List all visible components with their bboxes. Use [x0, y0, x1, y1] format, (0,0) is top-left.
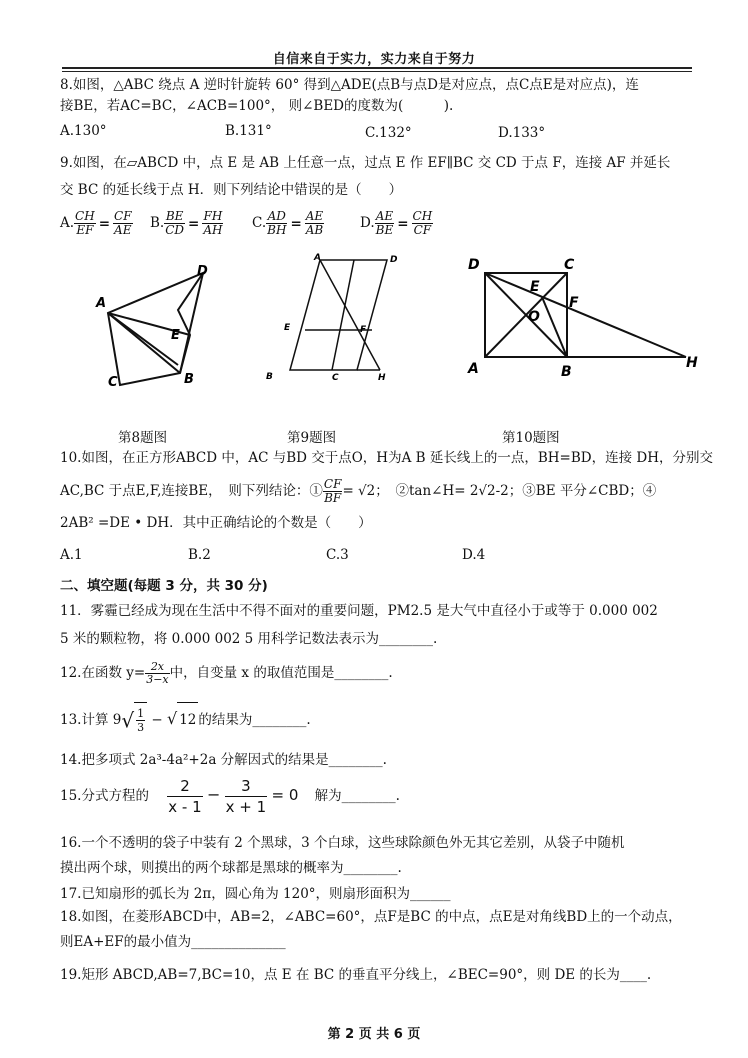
header-rule-thick: [62, 67, 692, 69]
header-rule-thin: [62, 71, 692, 72]
q10-option-c: C.3: [326, 547, 349, 563]
q16-line2: 摸出两个球，则摸出的两个球都是黑球的概率为________.: [60, 860, 402, 876]
q9-option-d: D. $\frac{AE}{BE}$ = $\frac{CH}{CF}$: [360, 209, 433, 237]
fig10-label-d: D: [468, 257, 480, 273]
fig10-label-c: C: [564, 257, 575, 273]
fig8-label-b: B: [184, 372, 194, 387]
q8-option-d: D.133°: [498, 125, 546, 141]
fig8-label-a: A: [96, 296, 107, 311]
q12: 12.在函数 y= $\frac{2x}{3-x}$ 中，自变量 x 的取值范围是________.: [60, 660, 393, 686]
fig9-caption: 第9题图: [287, 430, 337, 446]
fig10-label-b: B: [561, 364, 572, 380]
q18-line2: 则EA+EF的最小值为______________: [60, 934, 286, 950]
q11-line1: 11．雾霾已经成为现在生活中不得不面对的重要问题，PM2.5 是大气中直径小于或等于 0.000 002: [60, 603, 658, 619]
q11-line2: 5 米的颗粒物，将 0.000 002 5 用科学记数法表示为________.: [60, 631, 438, 647]
fig10-caption: 第10题图: [502, 430, 560, 446]
q10-option-b: B.2: [188, 547, 211, 563]
figure-8: [90, 255, 230, 395]
q18-line1: 18.如图，在菱形ABCD中，AB=2，∠ABC=60°，点F是BC 的中点，点E是对角线BD上的一个动点，: [60, 909, 682, 925]
fig10-label-o: O: [528, 309, 540, 325]
fig9-label-h: H: [378, 373, 386, 383]
q15: 15.分式方程的 $\frac{2}{x - 1}$ − $\frac{3}{x + 1}$ = 0 解为________.: [60, 777, 400, 816]
q19: 19.矩形 ABCD,AB=7,BC=10，点 E 在 BC 的垂直平分线上，∠BEC=90°，则 DE 的长为____.: [60, 967, 652, 983]
fig9-label-c: C: [332, 373, 339, 383]
q8-option-c: C.132°: [365, 125, 412, 141]
q9-option-c: C. $\frac{AD}{BH}$ = $\frac{AE}{AB}$: [252, 209, 324, 237]
fig8-label-d: D: [197, 264, 208, 279]
q8-option-b: B.131°: [225, 123, 272, 139]
q10-line1: 10.如图，在正方形ABCD 中，AC 与BD 交于点O，H为A B 延长线上的一点，BH=BD，连接 DH，分别交: [60, 450, 713, 466]
q13: 13.计算 9√ $\frac{1}{3}$ − √ 12 的结果为________.: [60, 702, 311, 738]
fig9-label-a: A: [314, 253, 321, 263]
q9-line1: 9.如图，在▱ABCD 中，点 E 是 AB 上任意一点，过点 E 作 EF∥BC 交 CD 于点 F，连接 AF 并延长: [60, 155, 671, 171]
fig8-label-c: C: [108, 375, 118, 390]
fig8-caption: 第8题图: [118, 430, 168, 446]
q9-line2: 交 BC 的延长线于点 H．则下列结论中错误的是（ ）: [60, 182, 403, 198]
q17: 17.已知扇形的弧长为 2π，圆心角为 120°，则扇形面积为______: [60, 886, 451, 902]
fig9-label-f: F: [360, 325, 367, 335]
q8-line2: 接BE，若AC=BC，∠ACB=100°， 则∠BED的度数为( ).: [60, 98, 454, 114]
fig10-label-e: E: [530, 279, 540, 295]
fig10-label-f: F: [569, 295, 579, 311]
fig10-label-a: A: [468, 361, 479, 377]
q10-option-d: D.4: [462, 547, 486, 563]
q10-line3: 2AB² =DE • DH．其中正确结论的个数是（ ）: [60, 515, 372, 531]
figure-9: [262, 250, 402, 390]
q9-option-a: A. $\frac{CH}{EF}$ = $\frac{CF}{AE}$: [60, 209, 132, 237]
fig10-label-h: H: [686, 355, 698, 371]
fig9-label-d: D: [390, 255, 398, 265]
figure-10: [460, 255, 710, 380]
page-header: 自信来自于实力，实力来自于努力: [272, 52, 476, 67]
page-footer: 第 2 页 共 6 页: [327, 1027, 421, 1042]
fig9-label-e: E: [284, 323, 291, 333]
section-heading: 二、填空题(每题 3 分，共 30 分): [60, 578, 268, 594]
q8-option-a: A.130°: [60, 123, 107, 139]
q8-line1: 8.如图，△ABC 绕点 A 逆时针旋转 60° 得到△ADE(点B与点D是对应点，点C点E是对应点)，连: [60, 77, 639, 93]
q14: 14.把多项式 2a³-4a²+2a 分解因式的结果是________.: [60, 752, 387, 768]
fig9-label-b: B: [266, 372, 273, 382]
q10-line2: AC,BC 于点E,F,连接BE， 则下列结论：① $\frac{CF}{BF}$ = √2； ②tan∠H= 2√2-2；③BE 平分∠CBD；④: [60, 477, 657, 505]
q16-line1: 16.一个不透明的袋子中装有 2 个黑球，3 个白球，这些球除颜色外无其它差别，从袋子中随机: [60, 835, 625, 851]
q10-option-a: A.1: [60, 547, 83, 563]
q9-option-b: B. $\frac{BE}{CD}$ = $\frac{FH}{AH}$: [150, 209, 223, 237]
fig8-label-e: E: [171, 328, 180, 343]
